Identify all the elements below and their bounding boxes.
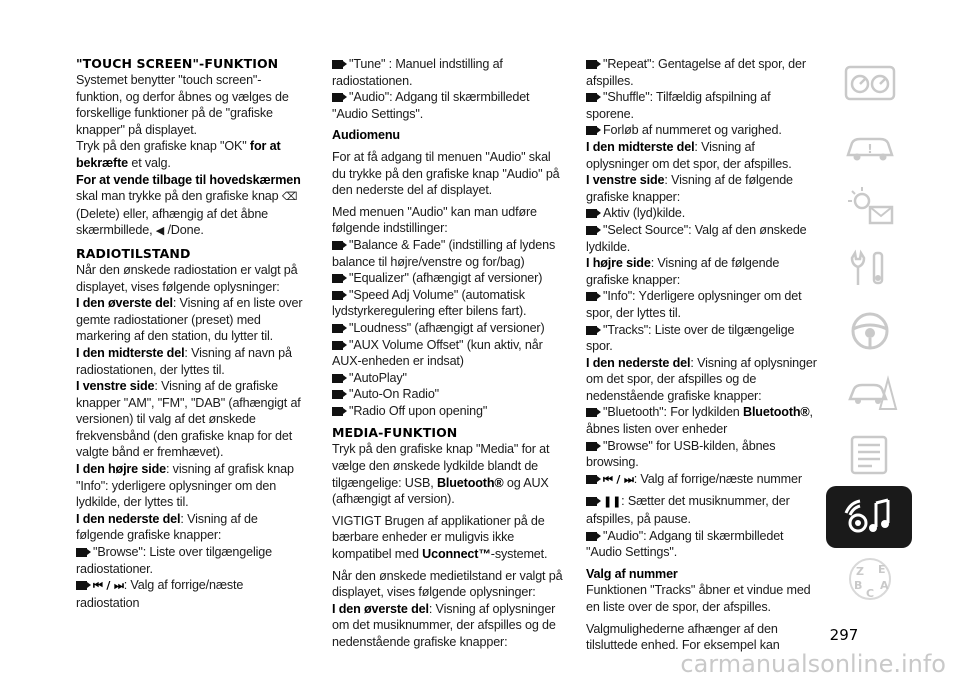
page-number: 297 — [829, 626, 859, 644]
subheading-track: Valg af nummer — [586, 566, 678, 581]
bullet-icon — [332, 93, 343, 102]
bullet-icon — [332, 341, 343, 350]
bullet-item: "Repeat": Gentagelse af det spor, der afspilles. — [586, 57, 806, 88]
lights-message-icon — [840, 183, 900, 231]
paragraph: VIGTIGT Brugen af applikationer på de bærbare enheder er muligvis ikke kompatibel med Uconnect™-systemet. — [332, 513, 548, 562]
bullet-item: "AUX Volume Offset" (kun aktiv, når AUX-enheden er indsat) — [332, 337, 543, 369]
bullet-icon — [586, 292, 597, 301]
multimedia-icon — [840, 493, 900, 541]
tab-steering-wheel[interactable] — [826, 300, 912, 362]
bullet-icon — [332, 274, 343, 283]
svg-text:A: A — [880, 579, 889, 592]
car-road-icon — [840, 369, 900, 417]
bullet-icon — [586, 60, 597, 69]
paragraph: I den midterste del: Visning af navn på radiostationen, der lyttes til. — [76, 345, 292, 377]
bullet-item: "Audio": Adgang til skærmbilledet "Audio Settings". — [332, 90, 530, 121]
paragraph: I den midterste del: Visning af oplysninger om det spor, der afspilles. — [586, 139, 792, 171]
car-warning-icon — [840, 121, 900, 169]
bullet-item: "Browse" for USB-kilden, åbnes browsing. — [586, 438, 776, 470]
paragraph: I den øverste del: Visning af en liste over gemte radiostationer (preset) med markering af den station, du lytter til. — [76, 296, 303, 344]
svg-text:E: E — [878, 563, 886, 576]
bullet-item: Aktiv (lyd)kilde. — [586, 205, 818, 222]
tab-lights-message[interactable] — [826, 176, 912, 238]
paragraph: I den højre side: visning af grafisk knap "Info": yderligere oplysninger om den lydkilde, der lyttes til. — [76, 462, 294, 510]
bullet-item: ⏮ / ⏭: Valg af forrige/næste nummer — [586, 471, 818, 489]
column-1 — [76, 56, 304, 611]
bullet-icon — [586, 326, 597, 335]
tab-car-warning[interactable] — [826, 114, 912, 176]
bullet-icon — [76, 548, 87, 557]
paragraph: Tryk på den grafiske knap "Media" for at vælge den ønskede lydkilde blandt de tilgængelige: USB, Bluetooth® og AUX (afhængigt af version). — [332, 442, 550, 507]
column-2 — [332, 56, 564, 651]
dashboard-icon — [840, 59, 900, 107]
back-arrow-icon: ◀ — [155, 224, 165, 238]
tab-car-road[interactable] — [826, 362, 912, 424]
column-3 — [586, 56, 818, 654]
bullet-item: "Browse": Liste over tilgængelige radiostationer. — [76, 545, 272, 576]
bullet-item: "Shuffle": Tilfældig afspilning af sporene. — [586, 90, 771, 121]
tab-checklist[interactable] — [826, 424, 912, 486]
bullet-item: ❚❚: Sætter det musiknummer, der afspilles, på pause. — [586, 494, 790, 527]
paragraph: I den øverste del: Visning af oplysninger om det musiknummer, der afspilles og de nedenstående grafiske knapper: — [332, 601, 556, 649]
bullet-icon — [332, 390, 343, 399]
paragraph: Funktionen "Tracks" åbner et vindue med en liste over de spor, der afspilles. — [586, 583, 811, 614]
bullet-item: "Auto-On Radio" — [332, 386, 564, 403]
bullet-icon — [586, 93, 597, 102]
paragraph: Med menuen "Audio" kan man udføre følgende indstillinger: — [332, 204, 537, 236]
bullet-icon — [586, 497, 597, 506]
paragraph: I venstre side: Visning af de grafiske knapper "AM", "FM", "DAB" (afhængigt af versionen) til valg af det ønskede frekvensbånd (den grafiske knap for det valgte bånd er fremhævet). — [76, 379, 301, 460]
tab-multimedia[interactable] — [826, 486, 912, 548]
tools-icon — [840, 245, 900, 293]
checklist-icon — [840, 431, 900, 479]
bullet-icon — [586, 475, 597, 484]
tab-tools[interactable] — [826, 238, 912, 300]
paragraph: For at få adgang til menuen "Audio" skal du trykke på den grafiske knap "Audio" på den nederste del af displayet. — [332, 149, 560, 198]
delete-icon: ⌫ — [281, 190, 298, 204]
bullet-item: ⏮ / ⏭: Valg af forrige/næste radiostation — [76, 578, 244, 610]
prev-next-icon: ⏮ / ⏭ — [93, 579, 124, 593]
bullet-item: "Tracks": Liste over de tilgængelige spor. — [586, 322, 795, 354]
bullet-icon — [586, 209, 597, 218]
bullet-item: "Select Source": Valg af den ønskede lydkilde. — [586, 222, 807, 254]
section-heading-media: MEDIA-FUNKTION — [332, 425, 458, 441]
subheading-audiomenu: Audiomenu — [332, 128, 400, 143]
bullet-icon — [76, 581, 87, 590]
bullet-item: "Balance & Fade" (indstilling af lydens balance til højre/venstre og for/bag) — [332, 237, 556, 269]
tab-dashboard[interactable] — [826, 52, 912, 114]
svg-text:B: B — [854, 579, 863, 592]
bullet-icon — [586, 408, 597, 417]
paragraph: I den nederste del: Visning af de følgende grafiske knapper: — [76, 511, 258, 543]
prev-next-icon: ⏮ / ⏭ — [603, 472, 634, 486]
steering-wheel-icon — [840, 307, 900, 355]
bullet-item: "Speed Adj Volume" (automatisk lydstyrkeregulering efter bilens fart). — [332, 287, 527, 319]
bullet-item: "AutoPlay" — [332, 370, 564, 387]
watermark: carmanualsonline.info — [680, 650, 946, 678]
bullet-icon — [586, 442, 597, 451]
svg-text:Z: Z — [856, 565, 864, 578]
bullet-item: "Bluetooth": For lydkilden Bluetooth®, åbnes listen over enheder — [586, 405, 813, 437]
bullet-icon — [586, 226, 597, 235]
bullet-item: "Audio": Adgang til skærmbilledet "Audio Settings". — [586, 528, 784, 560]
alphabet-index-icon — [840, 555, 900, 603]
bullet-item: Forløb af nummeret og varighed. — [586, 122, 818, 139]
svg-text:!: ! — [867, 142, 873, 156]
bullet-icon — [586, 126, 597, 135]
bullet-item: "Radio Off upon opening" — [332, 403, 564, 420]
bullet-icon — [332, 324, 343, 333]
bullet-item: "Loudness" (afhængigt af versioner) — [332, 320, 564, 337]
svg-text:C: C — [866, 587, 875, 600]
bullet-icon — [332, 241, 343, 250]
bullet-item: "Info": Yderligere oplysninger om det spor, der lyttes til. — [586, 289, 802, 320]
section-heading-radio: RADIOTILSTAND — [76, 245, 191, 261]
bullet-icon — [332, 407, 343, 416]
paragraph: Tryk på den grafiske knap "OK" for at bekræfte et valg. — [76, 139, 281, 170]
tab-alphabet-index[interactable] — [826, 548, 912, 610]
section-heading-touch-screen: "TOUCH SCREEN"-FUNKTION — [76, 56, 279, 71]
bullet-item: "Tune" : Manuel indstilling af radiostationen. — [332, 57, 503, 88]
bullet-icon — [332, 291, 343, 300]
paragraph: I højre side: Visning af de følgende grafiske knapper: — [586, 256, 780, 287]
pause-icon: ❚❚ — [603, 495, 622, 509]
paragraph: I den nederste del: Visning af oplysninger om det spor, der afspilles og de nedenstående grafiske knapper: — [586, 355, 817, 403]
bullet-icon — [332, 374, 343, 383]
bullet-item: "Equalizer" (afhængigt af versioner) — [332, 270, 564, 287]
paragraph: For at vende tilbage til hovedskærmen skal man trykke på den grafiske knap ⌫ (Delete) eller, afhængig af det åbne skærmbillede, ◀ /Done. — [76, 172, 301, 238]
paragraph: Når den ønskede radiostation er valgt på displayet, vises følgende oplysninger: — [76, 262, 298, 294]
paragraph: Valgmulighederne afhænger af den tilsluttede enhed. For eksempel kan — [586, 621, 780, 653]
bullet-icon — [332, 60, 343, 69]
paragraph: I venstre side: Visning af de følgende grafiske knapper: — [586, 173, 793, 204]
paragraph: Systemet benytter "touch screen"-funktion, og derfor åbnes og vælges de forskellige funktioner på de "grafiske knapper" på displayet. — [76, 73, 289, 137]
paragraph: Når den ønskede medietilstand er valgt på displayet, vises følgende oplysninger: — [332, 568, 563, 600]
bullet-icon — [586, 532, 597, 541]
